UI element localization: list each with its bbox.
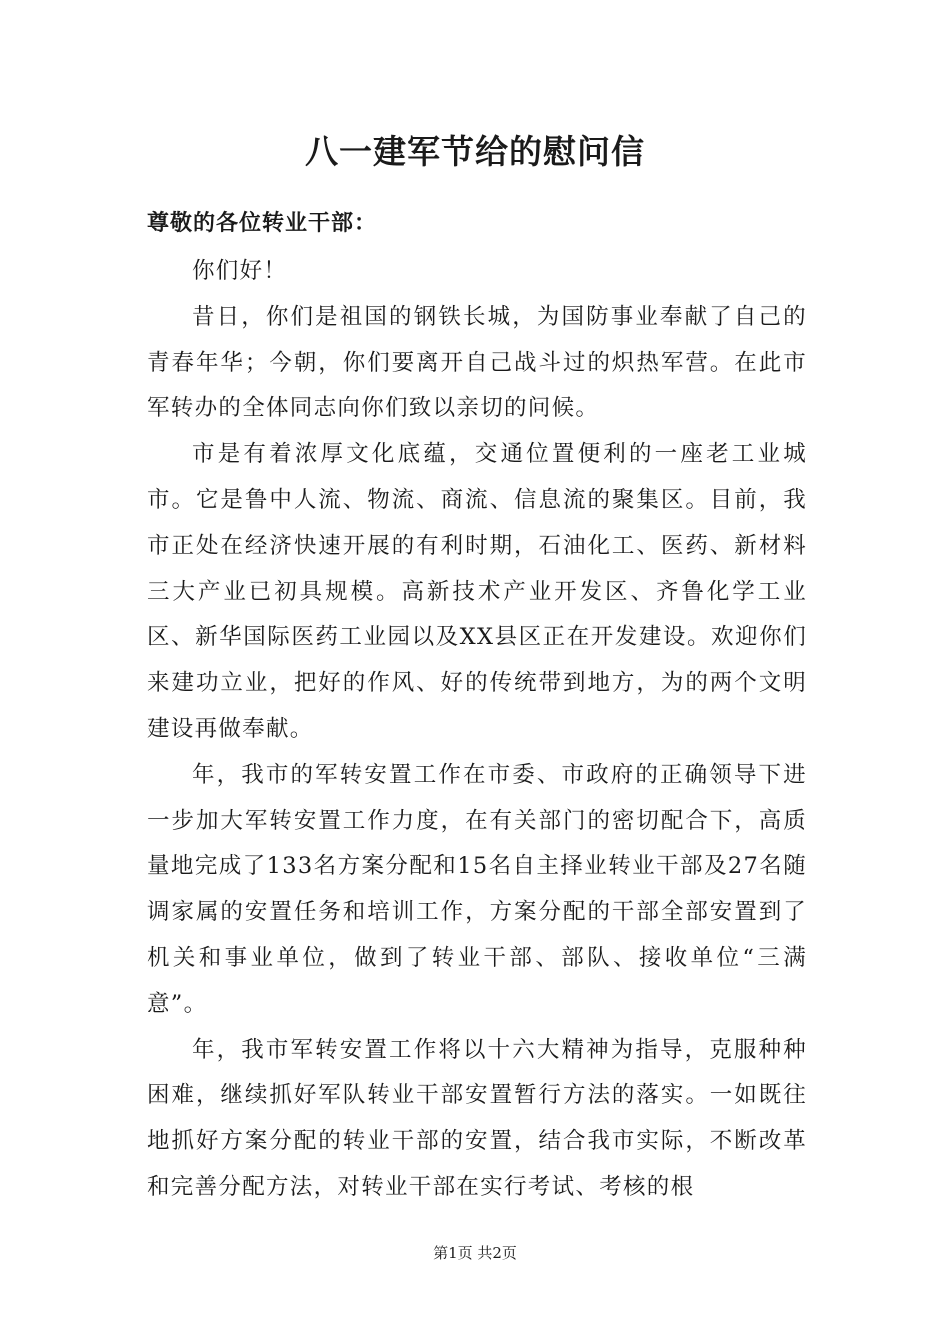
document-title: 八一建军节给的慰问信 — [305, 132, 645, 171]
paragraph: 市是有着浓厚文化底蕴，交通位置便利的一座老工业城市。它是鲁中人流、物流、商流、信息流的聚集区。目前，我市正处在经济快速开展的有利时期，石油化工、医药、新材料三大产业已初具规模。高新技术产业开发区、齐鲁化学工业区、新华国际医药工业园以及XX县区正在开发建设。欢迎你们来建功立业，把好的作风、好的传统带到地方，为的两个文明建设再做奉献。 — [147, 441, 807, 742]
letter-body — [147, 249, 807, 1211]
paragraph-greeting: 你们好！ — [192, 258, 288, 284]
paragraph: 年，我市军转安置工作将以十六大精神为指导，克服种种困难，继续抓好军队转业干部安置暂行方法的落实。一如既往地抓好方案分配的转业干部的安置，结合我市实际，不断改革和完善分配方法，对转业干部在实行考试、考核的根 — [147, 1036, 807, 1200]
paragraph: 昔日，你们是祖国的钢铁长城，为国防事业奉献了自己的青春年华；今朝，你们要离开自己战斗过的炽热军营。在此市军转办的全体同志向你们致以亲切的问候。 — [147, 303, 807, 422]
salutation: 尊敬的各位转业干部： — [147, 210, 378, 236]
page-footer: 第1页 共2页 — [433, 1244, 517, 1262]
paragraph: 年，我市的军转安置工作在市委、市政府的正确领导下进一步加大军转安置工作力度，在有关部门的密切配合下，高质量地完成了133名方案分配和15名自主择业转业干部及27名随调家属的安置任务和培训工作，方案分配的干部全部安置到了机关和事业单位，做到了转业干部、部队、接收单位“三满意”。 — [147, 761, 807, 1017]
